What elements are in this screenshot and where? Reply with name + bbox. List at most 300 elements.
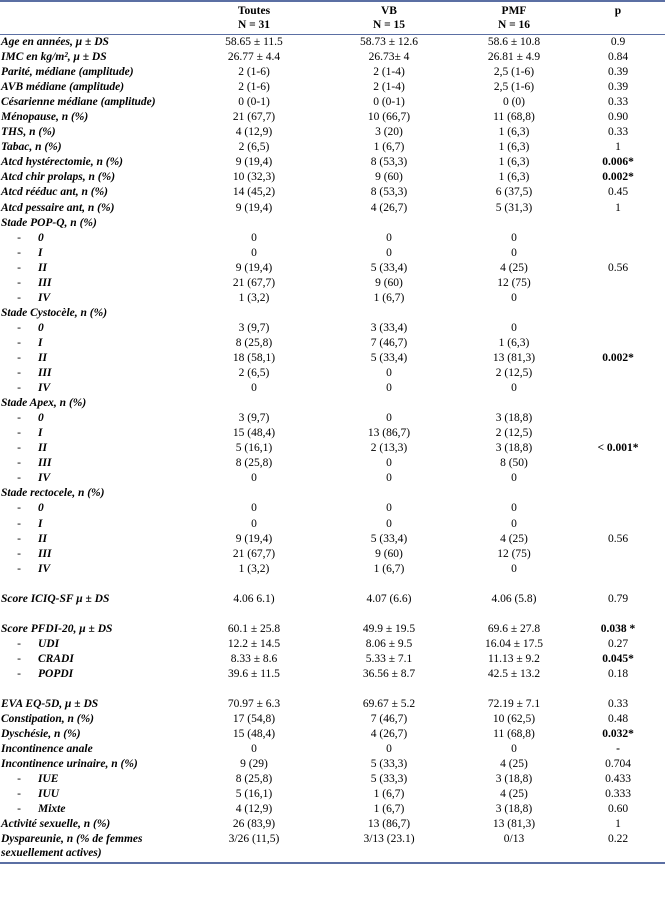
row-label: Atcd rééduc ant, n (%) <box>1 186 109 199</box>
row-label-cell <box>0 456 187 471</box>
value-pmf-cell: 0 <box>511 562 517 575</box>
row-label-cell <box>0 110 187 125</box>
row-label: I <box>38 427 43 440</box>
row-label: Incontinence anale <box>1 743 93 756</box>
value-pmf-cell: 0 <box>511 382 517 395</box>
p-value-cell <box>571 306 665 321</box>
value-pmf-cell: 11.13 ± 9.2 <box>488 652 540 665</box>
value-pmf-cell: 42.5 ± 13.2 <box>487 667 541 680</box>
value-pmf-cell: 0 <box>511 502 517 515</box>
value-all-cell: 0 <box>251 517 257 530</box>
value-vb-cell: 0 <box>386 246 392 259</box>
value-vb-cell: 1 (6,7) <box>373 788 405 801</box>
row-label: UDI <box>38 637 60 650</box>
bullet-dash: - <box>17 291 21 304</box>
p-value-cell <box>571 562 665 577</box>
row-label: I <box>38 246 43 259</box>
p-value-cell: 0.39 <box>607 66 629 79</box>
value-all-cell: 9 (19,4) <box>235 201 273 214</box>
value-vb-cell: 36.56 ± 8.7 <box>362 667 416 680</box>
value-pmf-cell: 11 (68,8) <box>493 728 535 741</box>
value-all-cell: 3 (9,7) <box>238 321 270 334</box>
table-row <box>0 50 665 65</box>
p-value-cell: 1 <box>615 141 621 154</box>
value-pmf-cell: 13 (81,3) <box>492 351 536 364</box>
value-pmf-cell: 16.04 ± 17.5 <box>484 637 544 650</box>
value-vb-cell: 8 (53,3) <box>370 186 408 199</box>
p-value-cell: 0.48 <box>607 713 629 726</box>
value-all-cell: 0 <box>251 743 257 756</box>
value-vb-cell: 13 (86,7) <box>367 427 411 440</box>
value-all-cell <box>187 396 321 411</box>
value-all-cell: 0 <box>251 246 257 259</box>
row-label-cell <box>0 592 187 607</box>
bullet-dash: - <box>17 517 21 530</box>
value-all-cell: 21 (67,7) <box>232 111 276 124</box>
row-label-cell <box>0 411 187 426</box>
value-pmf-cell: 1 (6,3) <box>498 141 530 154</box>
value-vb-cell: 1 (6,7) <box>373 141 405 154</box>
bullet-dash: - <box>17 652 21 665</box>
value-vb-cell: 0 <box>386 231 392 244</box>
value-vb-cell: 0 <box>386 457 392 470</box>
value-all-cell: 9 (19,4) <box>235 156 273 169</box>
value-pmf-cell: 11 (68,8) <box>493 111 535 124</box>
p-value-cell: 0.33 <box>607 126 629 139</box>
p-value-cell: 0.038 * <box>600 622 636 635</box>
value-all-cell: 18 (58,1) <box>232 351 276 364</box>
value-vb-cell: 9 (60) <box>375 171 403 184</box>
value-all-cell <box>187 216 321 231</box>
value-pmf-cell: 3 (18,8) <box>495 803 533 816</box>
row-label: II <box>38 442 47 455</box>
value-all-cell: 9 (29) <box>240 758 268 771</box>
bullet-dash: - <box>17 321 21 334</box>
bullet-dash: - <box>17 336 21 349</box>
header-all-n: N = 31 <box>237 19 271 31</box>
row-label-cell <box>0 35 187 51</box>
table-row <box>0 697 665 712</box>
value-pmf-cell <box>457 306 571 321</box>
table-row <box>0 501 665 516</box>
p-value-cell <box>571 216 665 231</box>
value-pmf-cell: 0 <box>511 472 517 485</box>
value-pmf-cell: 3 (18,8) <box>495 412 533 425</box>
value-pmf-cell: 4 (25) <box>500 758 528 771</box>
row-label: 0 <box>38 321 44 334</box>
value-pmf-cell: 4 (25) <box>500 532 528 545</box>
empty-cell <box>0 577 187 592</box>
empty-cell <box>0 682 187 697</box>
table-row <box>0 712 665 727</box>
row-label: IMC en kg/m², μ ± DS <box>1 51 107 64</box>
bullet-dash: - <box>17 261 21 274</box>
table-row <box>0 381 665 396</box>
row-label-cell <box>0 231 187 246</box>
row-label-cell <box>0 667 187 682</box>
value-pmf-cell: 3 (18,8) <box>495 442 533 455</box>
value-vb-cell: 5 (33,4) <box>370 261 408 274</box>
row-label: I <box>38 517 43 530</box>
value-all-cell: 2 (6,5) <box>238 141 270 154</box>
bullet-dash: - <box>17 412 21 425</box>
value-pmf-cell: 8 (50) <box>500 457 528 470</box>
value-all-cell: 8 (25,8) <box>235 773 273 786</box>
value-all-cell: 21 (67,7) <box>232 547 276 560</box>
value-all-cell: 8 (25,8) <box>235 457 273 470</box>
row-label-cell <box>0 622 187 637</box>
row-label-cell <box>0 155 187 170</box>
bullet-dash: - <box>17 231 21 244</box>
value-vb-cell: 8 (53,3) <box>370 156 408 169</box>
table-row <box>0 802 665 817</box>
table-row <box>0 547 665 562</box>
value-pmf-cell: 2 (12,5) <box>495 367 533 380</box>
value-pmf-cell: 2,5 (1-6) <box>493 81 535 94</box>
value-vb-cell: 1 (6,7) <box>373 562 405 575</box>
value-pmf-cell <box>457 486 571 501</box>
value-vb-cell: 4 (26,7) <box>370 201 408 214</box>
p-value-cell <box>571 336 665 351</box>
value-vb-cell: 0 (0-1) <box>373 96 405 109</box>
table-row <box>0 426 665 441</box>
row-label: Age en années, μ ± DS <box>1 36 109 48</box>
value-all-cell: 5 (16,1) <box>235 788 273 801</box>
row-label: Stade POP-Q, n (%) <box>1 216 97 229</box>
value-pmf-cell <box>457 216 571 231</box>
value-all-cell: 9 (19,4) <box>235 532 273 545</box>
header-all-patients <box>187 1 321 35</box>
header-pmf-n: N = 16 <box>497 19 531 31</box>
value-pmf-cell <box>457 396 571 411</box>
value-vb-cell: 3/13 (23.1) <box>321 832 457 863</box>
row-label-cell <box>0 246 187 261</box>
p-value-cell: 0.045* <box>602 652 634 665</box>
value-pmf-cell: 6 (37,5) <box>495 186 533 199</box>
row-label: IUE <box>38 773 59 786</box>
value-all-cell: 2 (1-6) <box>238 81 270 94</box>
value-vb-cell: 4.07 (6.6) <box>366 592 412 605</box>
row-label-cell <box>0 185 187 200</box>
table-row <box>0 231 665 246</box>
header-vb-title: VB <box>381 5 397 17</box>
empty-cell <box>0 607 187 622</box>
row-label: III <box>38 367 52 380</box>
table-row <box>0 170 665 185</box>
p-value-cell: 0.33 <box>607 698 629 711</box>
value-vb-cell: 3 (20) <box>375 126 403 139</box>
bullet-dash: - <box>17 637 21 650</box>
row-label-cell <box>0 471 187 486</box>
row-label-cell <box>0 216 187 231</box>
value-vb-cell: 2 (1-4) <box>373 66 405 79</box>
table-row <box>0 456 665 471</box>
value-all-cell: 8.33 ± 8.6 <box>230 652 278 665</box>
value-all-cell: 1 (3,2) <box>238 562 270 575</box>
value-vb-cell: 0 <box>386 517 392 530</box>
row-label-cell <box>0 125 187 140</box>
table-row <box>0 577 665 592</box>
table-row <box>0 201 665 216</box>
value-vb-cell: 4 (26,7) <box>370 728 408 741</box>
p-value-cell <box>571 396 665 411</box>
row-label-cell <box>0 742 187 757</box>
value-vb-cell: 5 (33,4) <box>370 351 408 364</box>
table-row <box>0 607 665 622</box>
value-vb-cell <box>321 396 457 411</box>
row-label: Parité, médiane (amplitude) <box>1 66 134 79</box>
value-vb-cell: 58.73 ± 12.6 <box>359 36 419 48</box>
value-all-cell: 0 <box>251 502 257 515</box>
p-value-cell: 0.90 <box>607 111 629 124</box>
row-label: Dyspareunie, n (% de femmes sexuellement actives) <box>1 833 143 860</box>
value-all-cell: 26.77 ± 4.4 <box>227 51 281 64</box>
row-label: Mixte <box>38 803 66 816</box>
value-all-cell <box>187 306 321 321</box>
bullet-dash: - <box>17 472 21 485</box>
bullet-dash: - <box>17 667 21 680</box>
row-label: Score PFDI-20, μ ± DS <box>1 622 113 635</box>
table-row <box>0 471 665 486</box>
table-row <box>0 562 665 577</box>
p-value-cell: 0.006* <box>602 156 634 169</box>
row-label-cell <box>0 787 187 802</box>
p-value-cell <box>571 321 665 336</box>
row-label-cell <box>0 772 187 787</box>
value-pmf-cell: 5 (31,3) <box>495 201 533 214</box>
row-label-cell <box>0 757 187 772</box>
p-value-cell <box>571 501 665 516</box>
table-row <box>0 185 665 200</box>
value-vb-cell: 9 (60) <box>375 547 403 560</box>
value-all-cell: 15 (48,4) <box>232 427 276 440</box>
row-label: Stade Apex, n (%) <box>1 397 87 410</box>
header-p-title: p <box>614 5 622 17</box>
bullet-dash: - <box>17 788 21 801</box>
header-vb <box>321 1 457 35</box>
value-pmf-cell: 26.81 ± 4.9 <box>487 51 541 64</box>
table-row <box>0 757 665 772</box>
table-row <box>0 772 665 787</box>
value-all-cell: 0 <box>251 382 257 395</box>
value-vb-cell: 1 (6,7) <box>373 291 405 304</box>
table-row <box>0 727 665 742</box>
value-all-cell: 15 (48,4) <box>232 728 276 741</box>
row-label: IV <box>38 562 51 575</box>
value-pmf-cell: 0 (0) <box>502 96 526 109</box>
value-vb-cell: 49.9 ± 19.5 <box>362 622 416 635</box>
value-vb-cell: 5.33 ± 7.1 <box>365 652 413 665</box>
value-all-cell: 0 <box>251 231 257 244</box>
value-pmf-cell: 1 (6,3) <box>498 336 530 349</box>
row-label: II <box>38 351 47 364</box>
p-value-cell: 0.18 <box>607 667 629 680</box>
row-label: IUU <box>38 788 60 801</box>
header-pmf <box>457 1 571 35</box>
value-all-cell: 4 (12,9) <box>235 126 273 139</box>
row-label: II <box>38 261 47 274</box>
p-value-cell <box>571 517 665 532</box>
table-row <box>0 95 665 110</box>
table-row <box>0 441 665 456</box>
value-all-cell: 2 (6,5) <box>238 367 270 380</box>
row-label: Césarienne médiane (amplitude) <box>1 96 156 109</box>
value-vb-cell: 1 (6,7) <box>373 803 405 816</box>
p-value-cell: - <box>616 743 620 756</box>
table-row <box>0 291 665 306</box>
table-header <box>0 1 665 35</box>
bullet-dash: - <box>17 547 21 560</box>
p-value-cell: 0.002* <box>602 171 634 184</box>
table-row <box>0 787 665 802</box>
table-body <box>0 35 665 864</box>
bullet-dash: - <box>17 246 21 259</box>
row-label-cell <box>0 321 187 336</box>
p-value-cell: 0.39 <box>607 81 629 94</box>
row-label: Activité sexuelle, n (%) <box>1 818 111 831</box>
value-all-cell: 14 (45,2) <box>232 186 276 199</box>
p-value-cell: 0.9 <box>610 36 626 48</box>
p-value-cell: 0.33 <box>607 96 629 109</box>
value-vb-cell <box>321 216 457 231</box>
value-pmf-cell: 0 <box>511 246 517 259</box>
value-vb-cell: 2 (1-4) <box>373 81 405 94</box>
p-value-cell <box>571 276 665 291</box>
p-value-cell: 0.704 <box>605 758 631 771</box>
value-vb-cell: 5 (33,3) <box>370 773 408 786</box>
p-value-cell: 0.333 <box>605 788 631 801</box>
value-pmf-cell: 0 <box>511 321 517 334</box>
table-row <box>0 246 665 261</box>
header-all-title: Toutes <box>237 5 271 17</box>
p-value-cell: 0.79 <box>607 592 629 605</box>
row-label: IV <box>38 472 51 485</box>
empty-cell <box>187 577 321 592</box>
row-label-cell <box>0 517 187 532</box>
p-value-cell <box>571 381 665 396</box>
value-all-cell: 21 (67,7) <box>232 276 276 289</box>
table-row <box>0 125 665 140</box>
value-vb-cell: 0 <box>386 743 392 756</box>
row-label-cell <box>0 817 187 832</box>
row-label: Ménopause, n (%) <box>1 111 89 124</box>
value-all-cell: 2 (1-6) <box>238 66 270 79</box>
row-label: 0 <box>38 502 44 515</box>
table-row <box>0 667 665 682</box>
table-row <box>0 486 665 501</box>
bullet-dash: - <box>17 773 21 786</box>
value-all-cell: 8 (25,8) <box>235 336 273 349</box>
value-all-cell: 4.06 6.1) <box>233 592 275 605</box>
bullet-dash: - <box>17 532 21 545</box>
empty-cell <box>321 682 457 697</box>
row-label-cell <box>0 50 187 65</box>
row-label-cell <box>0 562 187 577</box>
p-value-cell: 0.60 <box>607 803 629 816</box>
table-row <box>0 140 665 155</box>
value-all-cell: 9 (19,4) <box>235 261 273 274</box>
value-vb-cell <box>321 306 457 321</box>
value-vb-cell: 8.06 ± 9.5 <box>365 637 413 650</box>
value-vb-cell: 7 (46,7) <box>370 713 408 726</box>
row-label-cell <box>0 366 187 381</box>
value-all-cell: 0 <box>251 472 257 485</box>
p-value-cell: 0.27 <box>607 637 629 650</box>
row-label: Score ICIQ-SF μ ± DS <box>1 592 110 605</box>
p-value-cell <box>571 547 665 562</box>
value-vb-cell: 3 (33,4) <box>370 321 408 334</box>
value-all-cell: 70.97 ± 6.3 <box>227 698 281 711</box>
p-value-cell <box>571 471 665 486</box>
table-row <box>0 411 665 426</box>
table-row <box>0 110 665 125</box>
value-vb-cell: 0 <box>386 472 392 485</box>
value-pmf-cell: 0 <box>511 743 517 756</box>
value-all-cell: 3/26 (11,5) <box>187 832 321 863</box>
value-all-cell: 5 (16,1) <box>235 442 273 455</box>
empty-cell <box>187 682 321 697</box>
row-label-cell <box>0 832 187 863</box>
value-pmf-cell: 72.19 ± 7.1 <box>487 698 541 711</box>
value-all-cell: 26 (83,9) <box>232 818 276 831</box>
row-label-cell <box>0 261 187 276</box>
empty-cell <box>571 577 665 592</box>
row-label-cell <box>0 80 187 95</box>
p-value-cell <box>571 291 665 306</box>
value-vb-cell: 0 <box>386 382 392 395</box>
row-label-cell <box>0 802 187 817</box>
table-row <box>0 276 665 291</box>
table-row <box>0 622 665 637</box>
table-row <box>0 80 665 95</box>
table-row <box>0 742 665 757</box>
row-label: Atcd pessaire ant, n (%) <box>1 201 115 214</box>
header-pmf-title: PMF <box>501 5 527 17</box>
value-pmf-cell: 0 <box>511 291 517 304</box>
row-label: Constipation, n (%) <box>1 713 94 726</box>
row-label-cell <box>0 652 187 667</box>
value-pmf-cell: 0 <box>511 517 517 530</box>
header-row <box>0 1 665 35</box>
table-row <box>0 637 665 652</box>
row-label-cell <box>0 170 187 185</box>
table-row <box>0 321 665 336</box>
value-vb-cell: 5 (33,4) <box>370 532 408 545</box>
row-label-cell <box>0 351 187 366</box>
p-value-cell <box>571 456 665 471</box>
p-value-cell <box>571 231 665 246</box>
row-label-cell <box>0 727 187 742</box>
bullet-dash: - <box>17 382 21 395</box>
table-row <box>0 35 665 51</box>
value-all-cell: 3 (9,7) <box>238 412 270 425</box>
row-label-cell <box>0 426 187 441</box>
value-vb-cell: 7 (46,7) <box>370 336 408 349</box>
header-label-cell <box>0 1 187 35</box>
value-vb-cell: 0 <box>386 412 392 425</box>
value-all-cell: 58.65 ± 11.5 <box>225 36 283 48</box>
p-value-cell: 0.032* <box>602 728 634 741</box>
value-vb-cell: 69.67 ± 5.2 <box>362 698 416 711</box>
table-row <box>0 155 665 170</box>
table-row <box>0 261 665 276</box>
value-all-cell: 10 (32,3) <box>232 171 276 184</box>
bullet-dash: - <box>17 351 21 364</box>
row-label: III <box>38 457 52 470</box>
empty-cell <box>571 682 665 697</box>
row-label-cell <box>0 396 187 411</box>
value-pmf-cell: 4 (25) <box>500 788 528 801</box>
